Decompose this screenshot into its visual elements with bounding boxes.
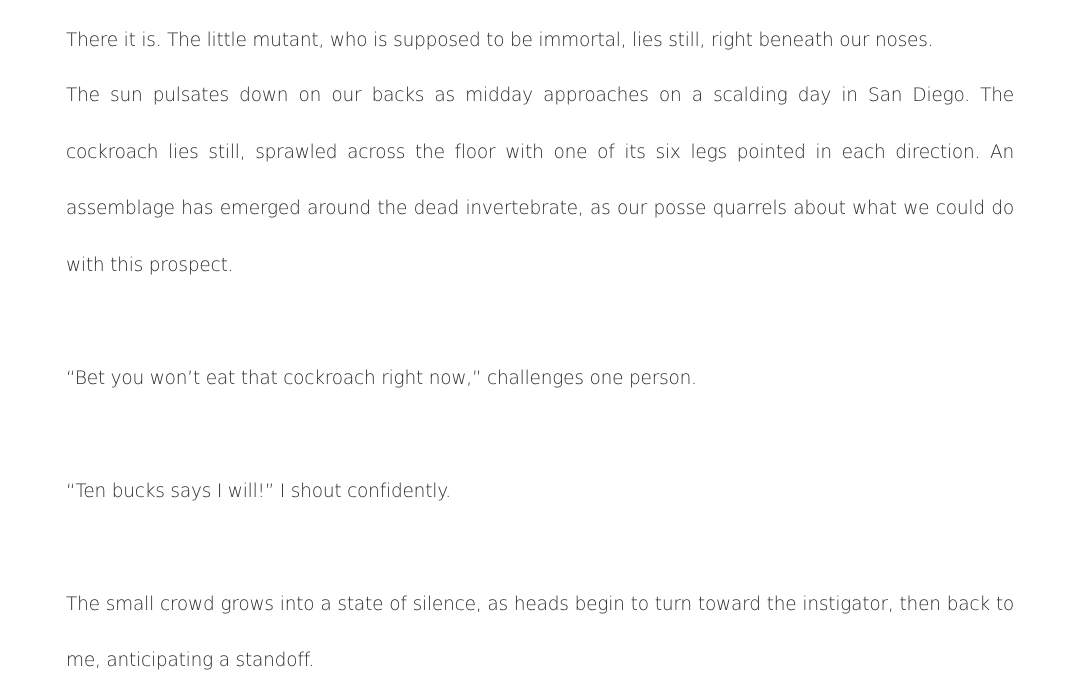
paragraph-5: The small crowd grows into a state of silence, as heads begin to turn toward the instigator, then back to me, anticipating a standoff. xyxy=(66,593,1014,671)
document-body xyxy=(66,26,1014,690)
paragraph-4: “Ten bucks says I will!” I shout confidently. xyxy=(66,480,451,502)
paragraph-spacer xyxy=(66,520,1014,577)
paragraph-2: The sun pulsates down on our backs as midday approaches on a scalding day in San Diego. The cockroach lies still, sprawled across the floor with one of its six legs pointed in each direction. An assemblage has emerged around the dead invertebrate, as our posse quarrels about what we could do with this prospect. xyxy=(66,85,1014,276)
paragraph-spacer xyxy=(66,407,1014,464)
paragraph-spacer xyxy=(66,294,1014,351)
paragraph-1: There it is. The little mutant, who is supposed to be immortal, lies still, right beneath our noses. xyxy=(66,30,934,51)
paragraph-3: “Bet you won’t eat that cockroach right now,” challenges one person. xyxy=(66,367,697,389)
